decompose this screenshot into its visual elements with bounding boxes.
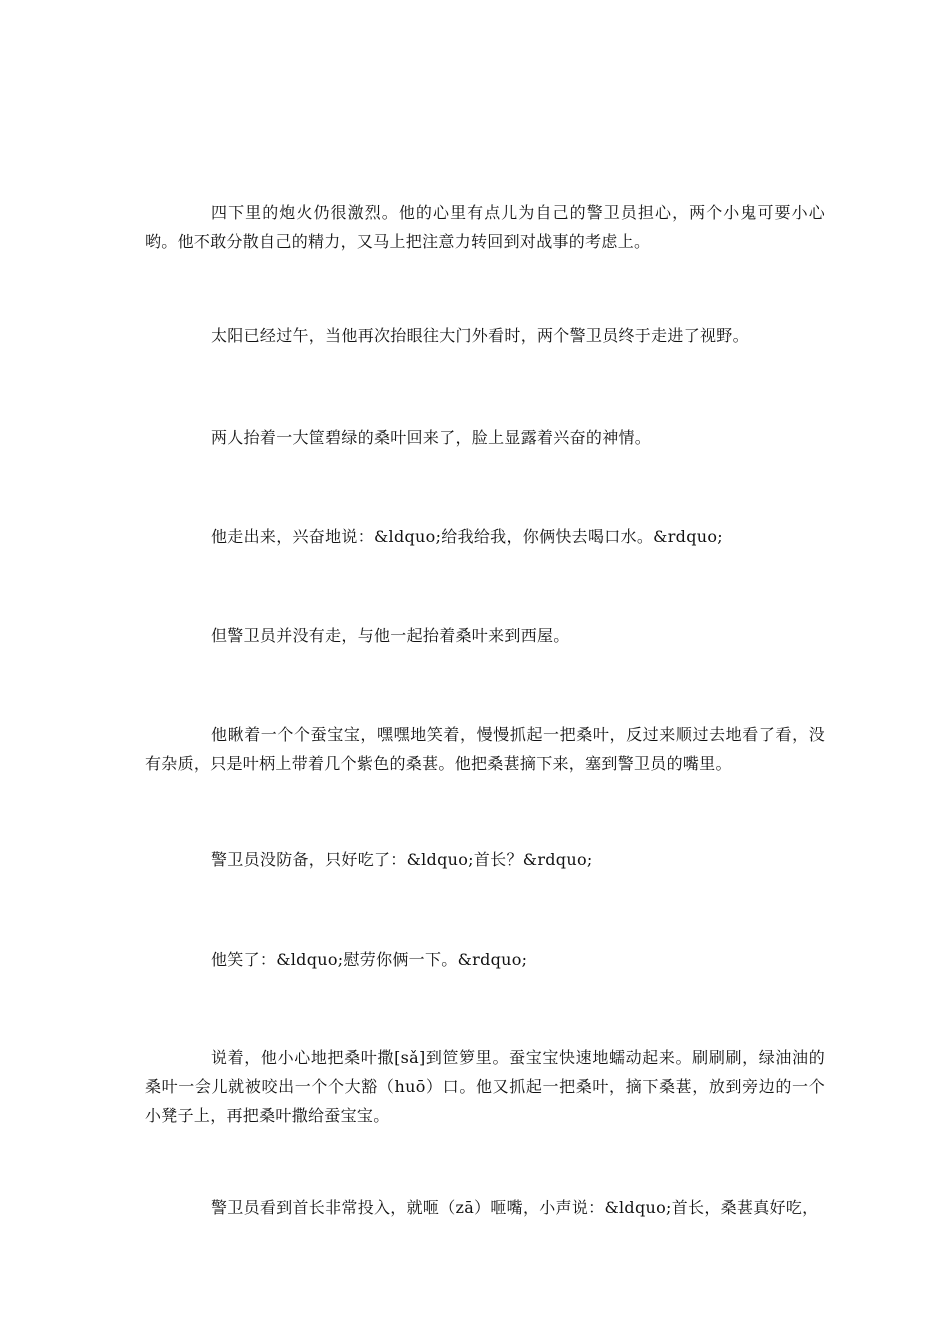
paragraph: 他笑了：&ldquo;慰劳你俩一下。&rdquo;: [211, 950, 528, 969]
paragraph: 警卫员看到首长非常投入，就咂（zā）咂嘴，小声说：&ldquo;首长，桑葚真好吃，: [211, 1198, 819, 1217]
paragraph: 他瞅着一个个蚕宝宝，嘿嘿地笑着，慢慢抓起一把桑叶，反过来顺过去地看了看，没有杂质，只是叶柄上带着几个紫色的桑葚。他把桑葚摘下来，塞到警卫员的嘴里。: [145, 725, 825, 773]
paragraph: 但警卫员并没有走，与他一起抬着桑叶来到西屋。: [211, 626, 570, 645]
paragraph: 四下里的炮火仍很激烈。他的心里有点儿为自己的警卫员担心，两个小鬼可要小心哟。他不敢分散自己的精力，又马上把注意力转回到对战事的考虑上。: [145, 203, 825, 251]
paragraph: 警卫员没防备，只好吃了：&ldquo;首长？&rdquo;: [211, 850, 593, 869]
paragraph: 他走出来，兴奋地说：&ldquo;给我给我，你俩快去喝口水。&rdquo;: [211, 527, 723, 546]
paragraph: 两人抬着一大筐碧绿的桑叶回来了，脸上显露着兴奋的神情。: [211, 428, 652, 447]
paragraph: 太阳已经过午，当他再次抬眼往大门外看时，两个警卫员终于走进了视野。: [211, 326, 749, 345]
paragraph: 说着，他小心地把桑叶撒[sǎ]到笸箩里。蚕宝宝快速地蠕动起来。刷刷刷，绿油油的桑叶一会儿就被咬出一个个大豁（huō）口。他又抓起一把桑叶，摘下桑葚，放到旁边的一个小凳子上，再把桑叶撒给蚕宝宝。: [145, 1048, 825, 1125]
